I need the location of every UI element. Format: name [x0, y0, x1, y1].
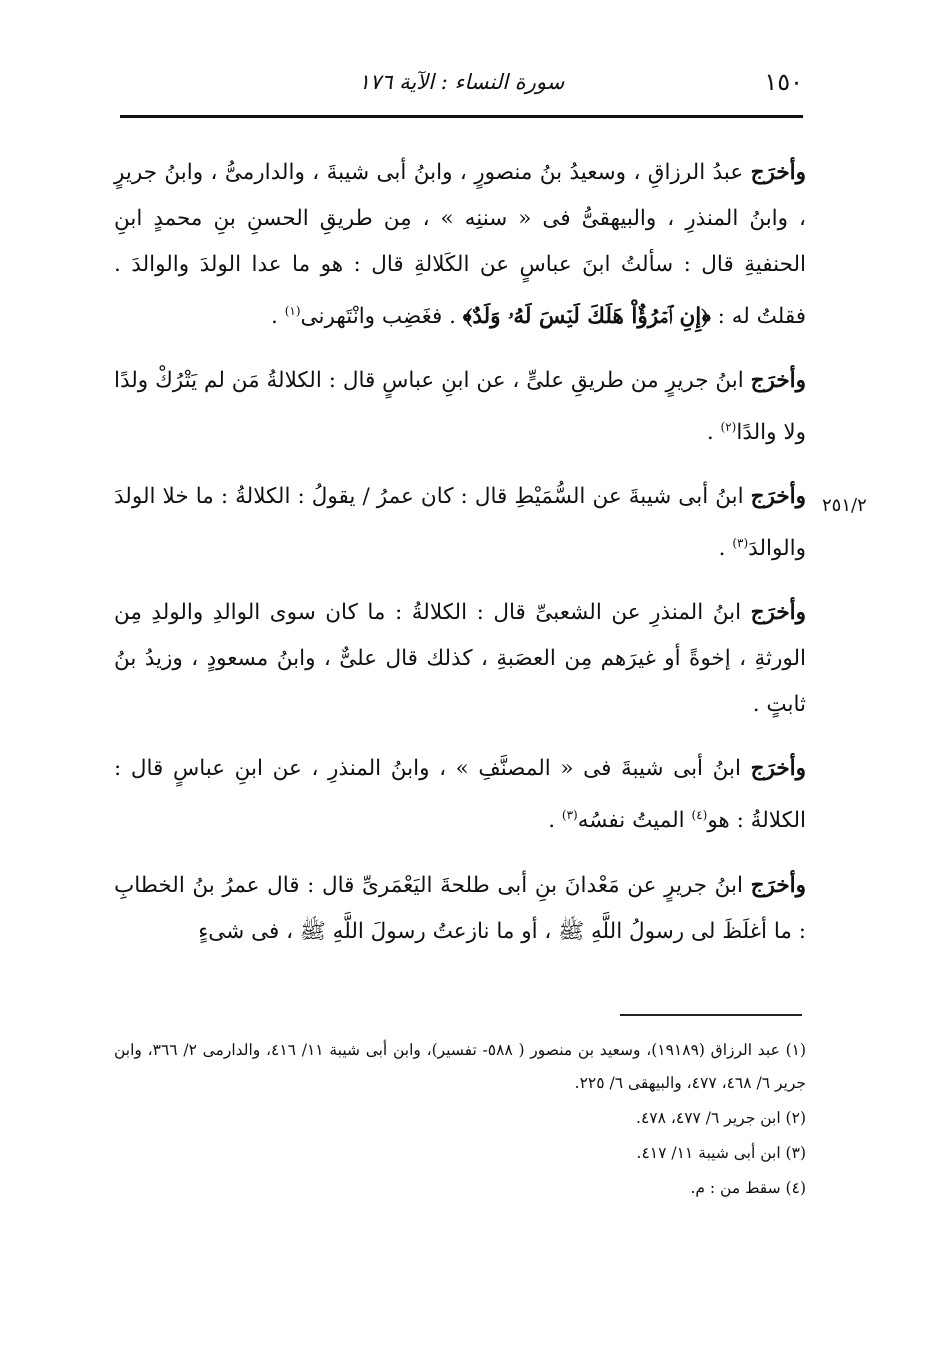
page-number: ١٥٠ [764, 68, 803, 96]
footnote-ref: (٣) [561, 808, 578, 823]
footnote-separator [620, 1014, 802, 1016]
paragraph-text: ابنُ أبى شيبةَ عن السُّمَيْطِ قال : كان عمرُ / يقولُ : الكلالةُ : ما خلا الولدَ والوالدَ [114, 484, 806, 562]
footnote-4: (٤) سقط من : م. [690, 1179, 806, 1197]
running-header [120, 60, 803, 100]
paragraph-text: ابنُ أبى شيبةَ فى « المصنَّفِ » ، وابنُ المنذرِ ، عن ابنِ عباسٍ قال : الكلالةُ : هو [114, 756, 806, 834]
paragraph-5 [114, 746, 806, 844]
paragraph-6 [114, 863, 806, 955]
paragraph-lead: وأخرَج [750, 872, 806, 898]
footnote-ref: (١) [284, 304, 301, 318]
quran-verse: ﴿إِنِ ٱمۡرُؤٌاْ هَلَكَ لَيۡسَ لَهُۥ وَلَدٌ﴾ [462, 304, 711, 330]
paragraph-lead: وأخرَج [750, 484, 806, 510]
footnote-1: (١) عبد الرزاق (١٩١٨٩)، وسعيد بن منصور ( ٥٨٨- تفسير)، وابن أبى شيبة ١١/ ٤١٦، والدارمى ٢/ ٣٦٦، وابن جرير ٦/ ٤٦٨، ٤٧٧، والبيهقى ٦/ ٢٢٥. [114, 1041, 807, 1092]
footnote-3: (٣) ابن أبى شيبة ١١/ ٤١٧. [636, 1144, 806, 1162]
paragraph-4 [114, 590, 806, 728]
paragraph-2 [114, 358, 806, 456]
footnote-2: (٢) ابن جرير ٦/ ٤٧٧، ٤٧٨. [636, 1109, 806, 1127]
paragraph-end: . [718, 536, 733, 562]
paragraph-1 [114, 150, 806, 340]
paragraph-lead: وأخرَج [750, 368, 806, 394]
paragraph-text: ابنُ جريرٍ من طريقِ علىٍّ ، عن ابنِ عباسٍ قال : الكلالةُ مَن لم يَتْرُكْ ولدًا ولا والدًا [114, 368, 806, 446]
footnote-ref: (٣) [732, 536, 749, 551]
footnote-ref: (٤) [691, 808, 708, 823]
paragraph-text: ابنُ المنذرِ عن الشعبىِّ قال : الكلالةُ : ما كان سوى الوالدِ والولدِ مِن الورثةِ ، إخوةً أو غيرَهم مِن العصَبةِ ، كذلك قال علىٌّ ، وابنُ مسعودٍ ، وزيدُ بنُ ثابتٍ . [114, 600, 806, 718]
paragraph-end: . [548, 808, 562, 834]
header-rule [120, 115, 803, 118]
paragraph-end: . [271, 304, 285, 330]
paragraph-lead: وأخرَج [750, 756, 806, 782]
paragraph-tail: . فغَضِب وانْتَهرنى [300, 304, 463, 330]
paragraph-lead: وأخرَج [750, 600, 806, 626]
margin-note: ٢٥١/٢ [822, 495, 867, 516]
footnotes [114, 1034, 806, 1207]
paragraph-lead: وأخرَج [750, 160, 806, 185]
paragraph-text-2: الميتُ نفسُه [577, 808, 692, 834]
paragraph-text: عبدُ الرزاقِ ، وسعيدُ بنُ منصورٍ ، وابنُ أبى شيبةَ ، والدارمىُّ ، وابنُ جريرٍ ، وابنُ المنذرِ ، والبيهقىُّ فى « سننِه » ، مِن طريقِ الحسنِ بنِ محمدٍ ابنِ الحنفيةِ قال : سألتُ ابنَ عباسٍ عن الكَلالةِ قال : هو ما عدا الولدَ والوالدَ . فقلتُ له : [114, 160, 806, 330]
footnote-ref: (٢) [720, 420, 737, 435]
paragraph-end: . [706, 420, 721, 446]
paragraph-text: ابنُ جريرٍ عن مَعْدانَ بنِ أبى طلحةَ اليَعْمَرىِّ قال : قال عمرُ بنُ الخطابِ : ما أغلَظَ لى رسولُ اللَّهِ ﷺ ، أو ما نازعتُ رسولَ اللَّهِ ﷺ ، فى شىءٍ [114, 872, 806, 944]
paragraph-3 [114, 474, 806, 572]
main-text [114, 150, 806, 973]
page-title: سورة النساء : الآية ١٧٦ [358, 70, 565, 94]
